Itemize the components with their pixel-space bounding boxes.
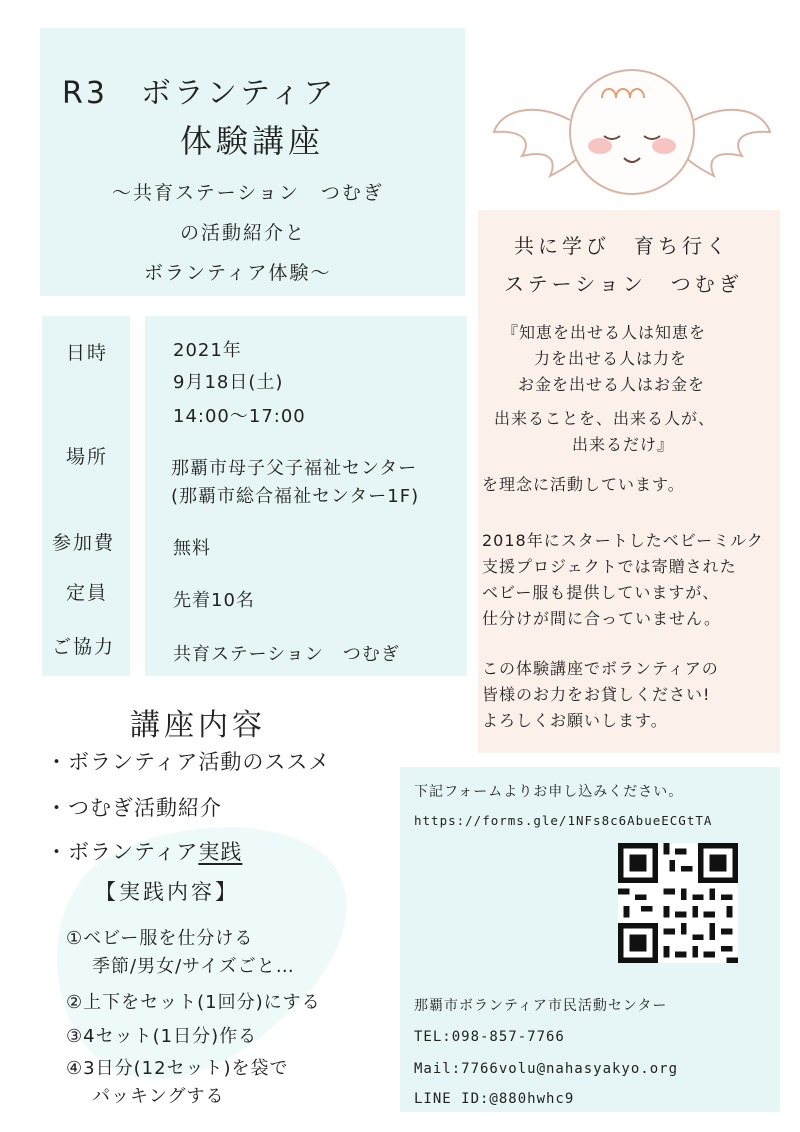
cooperation-value: 共育ステーション つむぎ bbox=[173, 644, 400, 665]
content-bullet-3-text: ・ボランティア bbox=[46, 840, 199, 864]
place-name: 那覇市母子父子福祉センター bbox=[171, 458, 418, 479]
about-panel bbox=[478, 210, 780, 753]
contact-panel bbox=[400, 767, 780, 1112]
contact-email[interactable]: Mail:7766volu@nahasyakyo.org bbox=[414, 1061, 679, 1077]
place-detail: (那覇市総合福祉センター1F) bbox=[171, 486, 420, 507]
datetime-label: 日時 bbox=[66, 342, 109, 364]
contact-line-id[interactable]: LINE ID:@880hwhc9 bbox=[414, 1091, 575, 1107]
about-para-2-line-1: この体験講座でボランティアの bbox=[482, 659, 719, 678]
capacity-value: 先着10名 bbox=[173, 590, 255, 611]
about-para-2-line-2: 皆様のお力をお貸しください! bbox=[482, 685, 711, 704]
date-day: 9月18日(土) bbox=[173, 372, 284, 393]
practice-step-4-detail: パッキングする bbox=[92, 1086, 225, 1107]
about-heading-1: 共に学び 育ち行く bbox=[514, 234, 730, 258]
fee-value: 無料 bbox=[173, 538, 211, 559]
cooperation-label: ご協力 bbox=[52, 636, 116, 658]
contact-phone[interactable]: TEL:098-857-7766 bbox=[414, 1029, 565, 1045]
form-url-link[interactable]: https://forms.gle/1NFs8c6AbueECGtTA bbox=[414, 813, 713, 828]
practice-step-1: ①ベビー服を仕分ける bbox=[66, 928, 254, 949]
angel-baby-illustration bbox=[492, 60, 772, 200]
motto-line-4: 出来ることを、出来る人が、 bbox=[494, 409, 716, 428]
subtitle-line-1: 〜共育ステーション つむぎ bbox=[112, 182, 384, 204]
detail-values-panel bbox=[145, 316, 467, 676]
motto-line-1: 『知恵を出せる人は知恵を bbox=[502, 323, 707, 342]
content-bullet-1: ・ボランティア活動のススメ bbox=[46, 750, 331, 774]
title-line-2: 体験講座 bbox=[180, 122, 325, 160]
content-bullet-3-emphasis: 実践 bbox=[198, 840, 243, 864]
qr-code-icon[interactable] bbox=[618, 843, 738, 963]
motto-line-2: 力を出せる人は力を bbox=[534, 349, 688, 368]
content-bullet-3 bbox=[46, 836, 242, 866]
subtitle-line-2: の活動紹介と bbox=[180, 222, 307, 244]
about-para-2-line-3: よろしくお願いします。 bbox=[482, 711, 668, 730]
fee-label: 参加費 bbox=[52, 532, 116, 554]
practice-step-3: ③4セット(1日分)作る bbox=[66, 1026, 258, 1047]
subtitle-line-3: ボランティア体験〜 bbox=[144, 262, 332, 284]
practice-step-2: ②上下をセット(1回分)にする bbox=[66, 992, 321, 1013]
about-para-1-line-3: ベビー服も提供していますが、 bbox=[482, 583, 720, 602]
about-para-1-line-4: 仕分けが間に合っていません。 bbox=[482, 609, 721, 628]
place-label: 場所 bbox=[66, 446, 109, 468]
about-para-1-line-2: 支援プロジェクトでは寄贈された bbox=[482, 557, 737, 576]
title-line-1: R3 ボランティア bbox=[62, 76, 337, 111]
date-year: 2021年 bbox=[173, 340, 242, 361]
detail-labels-panel bbox=[42, 316, 130, 676]
title-panel bbox=[40, 28, 465, 296]
practice-step-4: ④3日分(12セット)を袋で bbox=[66, 1058, 289, 1079]
about-heading-2: ステーション つむぎ bbox=[504, 272, 743, 296]
content-title: 講座内容 bbox=[130, 708, 266, 743]
motto-line-5: 出来るだけ』 bbox=[572, 435, 675, 454]
practice-step-1-detail: 季節/男女/サイズごと… bbox=[92, 956, 295, 977]
organization-name: 那覇市ボランティア市民活動センター bbox=[414, 998, 668, 1014]
capacity-label: 定員 bbox=[66, 582, 109, 604]
practice-title: 【実践内容】 bbox=[95, 880, 239, 904]
time: 14:00〜17:00 bbox=[173, 406, 306, 427]
about-para-1-line-1: 2018年にスタートしたベビーミルク bbox=[482, 531, 764, 550]
form-instruction: 下記フォームよりお申し込みください。 bbox=[414, 784, 684, 800]
content-bullet-2: ・つむぎ活動紹介 bbox=[46, 796, 222, 820]
motto-line-3: お金を出せる人はお金を bbox=[518, 375, 706, 394]
motto-closing: を理念に活動しています。 bbox=[482, 475, 685, 494]
